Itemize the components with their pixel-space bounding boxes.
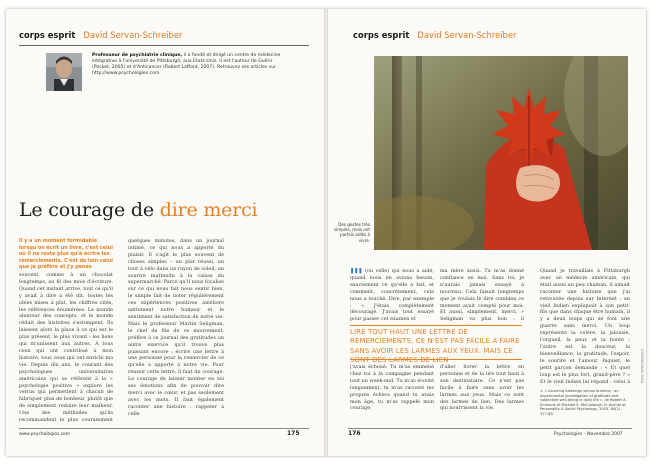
maple-leaf-photo (374, 56, 628, 250)
rubric-label: corps esprit (353, 30, 410, 40)
photo-caption: Des gestes très simples, mais ont parfois aidés à vivre. (333, 222, 370, 243)
author-photo (46, 53, 82, 91)
footnotes: 1. « Counting blessings versus burdens : an experimental investigation of gratitude and subjective well-being in daily life », de Robert A. Emmons et Michael E. McCullough, in Journal of Personality & Social Psychology, 2003, 84(2) : 377-89. (540, 389, 627, 416)
body-column-1-bottom (350, 364, 434, 424)
body-text: (ou celle) qui nous a aidé, quand nous en avions besoin, exactement ce qu'elle a fait, et comment, concrètement, cela nous a touché. Dire, par exemple : « J'étais complètement découragé. J'avais tout essayé pour passer cet examen et (350, 268, 434, 323)
author-name: David Servan-Schreiber (83, 30, 183, 40)
rubric-label: corps esprit (19, 30, 76, 40)
body-text: Quand je travaillais à Pittsburgh avec un médecin américain, qui était aussi un peu chaman, il aimait raconter une histoire que j'ai retrouvée depuis sur Internet : un vieil Indien expliquait à son petit-fils que dans chaque être humain, il y a deux loups qui se font une guerre sans merci. Un loup représente la colère, la jalousie, l'orgueil, la peur, et la honte ; l'autre est la douceur, la bienveillance, la gratitude, l'espoir, le sourire et l'amour. Inquiet, le petit garçon demande : « Et quel loup est le plus fort, grand-père ? » Et le vieil Indien lui répond : celui à (540, 268, 630, 385)
body-text: ma mère aussi. Tu m'as donné confiance en moi. Sans toi, je n'aurais jamais essayé à nouveau. Cela faisait longtemps que je voulais te dire combien ce moment avait compté pour moi. Et aussi, simplement, merci. » Seligman va plus loin : il (440, 268, 524, 323)
pull-quote: LIRE TOUT HAUT UNE LETTRE DE REMERCIEMENTS, CE N'EST PAS FACILE À FAIRE SANS AVOIR LES LARMES AUX YEUX. MAIS CE (350, 328, 520, 355)
photo-credit: CORBIS/DAVID RIGG (640, 349, 644, 384)
body-column-2 (128, 238, 224, 424)
body-text: d'aller livrer la lettre en personne et de la lire tout haut à son destinataire. Ce n'est pas facile à faire sans avoir les larmes aux yeux. Mais ce sont des larmes de lien. Des larmes qui nourrissent la vie. (440, 364, 524, 412)
bio-text: il a fondé et dirigé un centre de médecine intégrative à l'université de Pittsburgh, aux Etats-Unis. Il est l'auteur de Guérir (Pocket, 2005) et d'Anticancer (Robert Laffont, 2007). Retrouvez ses articles sur http://www.psychologies.com (92, 53, 281, 77)
header-rule (19, 45, 309, 46)
body-column-2-bottom (440, 364, 524, 424)
footer-rule (348, 428, 632, 429)
footer-rule (19, 428, 309, 429)
body-column-2-top (440, 268, 524, 324)
left-page (6, 9, 324, 456)
body-column-3 (540, 268, 630, 386)
title-plain: Le courage de (19, 199, 160, 221)
title-accent: dire merci (159, 199, 258, 221)
quote-mark-icon: ❚❚❚ (350, 268, 366, 274)
pull-quote-rule-top (350, 325, 522, 326)
body-text: quelques minutes, dans un journal intime, ce qui nous a apporté du plaisir. Il s'agit le plus souvent de choses simples – un plat réussi, un tour à vélo dans un rayon de soleil, un sourire inattendu à la caisse du supermarché. Parce qu'il nous focalise sur ce qui nous fait nous sentir bien, le simple fait de noter régulièrement ces expériences positives améliore nettement notre humeur et le sentiment de satisfaction de notre vie. Mais le professeur Martin Seligman, le chef de file de ce mouvement, préfère à ce journal des gratitudes un autre exercice qu'il trouve plus puissant encore : écrire une lettre à une personne pour la remercier de ce qu'elle a apporté à notre vie. Pour réussir cette lettre, il faut du courage. Le courage de laisser monter en soi ses émotions afin de pouvoir dire merci avec le cœur, et pas seulement avec les mots. Il faut également raconter une histoire : rappeler à celle (128, 238, 224, 417)
pull-quote-rule-bottom (350, 359, 522, 360)
magazine-spread (6, 9, 646, 456)
footer-url: www.psychologies.com (19, 432, 70, 437)
right-page (328, 9, 646, 456)
article-title (19, 199, 257, 221)
bio-bold: Professeur de psychiatrie clinique, (92, 53, 183, 58)
running-header (353, 30, 516, 40)
running-header (19, 30, 182, 40)
body-column-1 (19, 272, 113, 424)
author-name: David Servan-Schreiber (417, 30, 517, 40)
page-number: 175 (287, 430, 300, 437)
page-number: 176 (348, 430, 361, 437)
author-bio (92, 53, 292, 77)
footer-magazine: Psychologies – Novembre 2007 (554, 432, 623, 437)
body-column-1-top (350, 268, 434, 324)
article-lead: Il y a un moment formidable lorsqu'on écrit un livre, c'est celui où il ne reste plus qu'à écrire les remerciements. C'est de loin celui que je préfère et j'y pense (19, 238, 113, 270)
body-text: j'avais échoué. Tu m'as emmené chez toi à la campagne pendant tout un week-end. Tu m'as écouté longuement, tu m'as raconté tes propres échecs quand tu avais mon âge, tu m'as rappelé mon courage, (350, 364, 434, 412)
body-text: souvent, comme à un chocolat longtemps, au fil des mois d'écriture. Quand cet instant arrive, tout ce qu'il y avait à dire a été dit, toutes les idées mises à plat, les chiffres cités, les références énumérées. Le monde alentour des concepts, et le monde réduit des histoires s'estompent. Ils laissent alors la place à ce qui est le plus présent, le plus vivant : les liens qui m'unissent aux autres. A tous ceux qui ont contribué à mon histoire, tous ceux qui ont enrichi ma vie. Depuis dix ans, le courant des psychologues universitaires américains qui se réfèrent à la « psychologie positive » explore les vertus qui permettent à chacun de fabriquer plus de bonheur, plutôt que de simplement réduire leur malheur. Une des méthodes qu'ils recommandent le plus couramment (19, 272, 113, 424)
